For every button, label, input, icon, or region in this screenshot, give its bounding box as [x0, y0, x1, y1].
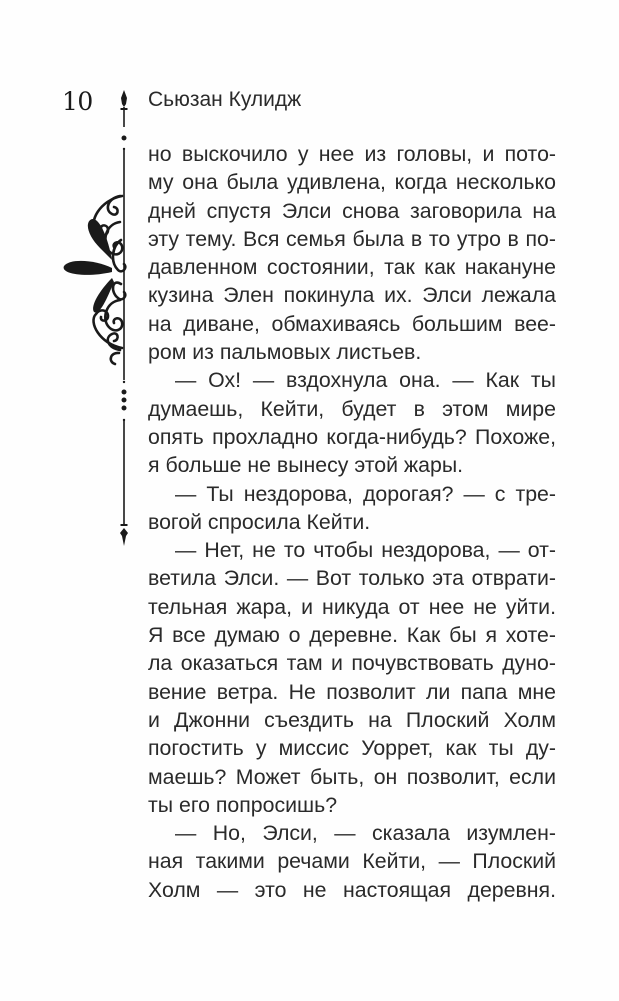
text-line: Холм — это не настоящая деревня.: [148, 877, 556, 902]
text-line: тельная жара, и никуда от нее не уйти.: [148, 594, 556, 619]
text-line: вение ветра. Не позволит ли папа мне: [148, 679, 556, 704]
text-line: ром из пальмовых листьев.: [148, 340, 422, 365]
text-line: но выскочило у нее из головы, и пото-: [148, 142, 556, 166]
text-line: ветила Элси. — Вот только эта отврати-: [148, 566, 556, 591]
text-line: кузина Элен покинула их. Элси лежала: [148, 283, 556, 308]
text-line: — Ох! — вздохнула она. — Как ты: [175, 368, 556, 393]
text-line: погостить у миссис Уоррет, как ты ду-: [148, 736, 556, 761]
text-line: — Нет, не то чтобы нездорова, — от-: [175, 538, 556, 563]
text-line: думаешь, Кейти, будет в этом мире: [148, 396, 556, 421]
page-number: 10: [62, 87, 93, 116]
text-line: эту тему. Вся семья была в то утро в по-: [148, 226, 556, 251]
text-line: Я все думаю о деревне. Как бы я хоте-: [148, 623, 556, 648]
text-line: на диване, обмахиваясь большим вее-: [148, 311, 556, 336]
text-line: ная такими речами Кейти, — Плоский: [148, 849, 556, 874]
text-line: и Джонни съездить на Плоский Холм: [148, 707, 556, 732]
text-line: ты его попросишь?: [148, 792, 338, 817]
body-text: [148, 140, 556, 904]
flourish-ornament-icon: [0, 0, 140, 560]
text-line: вогой спросила Кейти.: [148, 509, 371, 534]
text-line: дней спустя Элси снова заговорила на: [148, 198, 556, 223]
text-line: — Ты нездорова, дорогая? — с тре-: [175, 481, 556, 506]
text-line: му она была удивлена, когда несколько: [148, 170, 556, 195]
text-line: опять прохладно когда-нибудь? Похоже,: [148, 424, 556, 449]
text-line: — Но, Элси, — сказала изумлен-: [175, 821, 556, 846]
text-line: маешь? Может быть, он позволит, если: [148, 764, 556, 789]
text-line: я больше не вынесу этой жары.: [148, 453, 464, 478]
text-line: ла оказаться там и почувствовать дуно-: [148, 651, 556, 676]
running-head: Сьюзан Кулидж: [148, 88, 302, 111]
text-line: давленном состоянии, так как накануне: [148, 255, 556, 280]
